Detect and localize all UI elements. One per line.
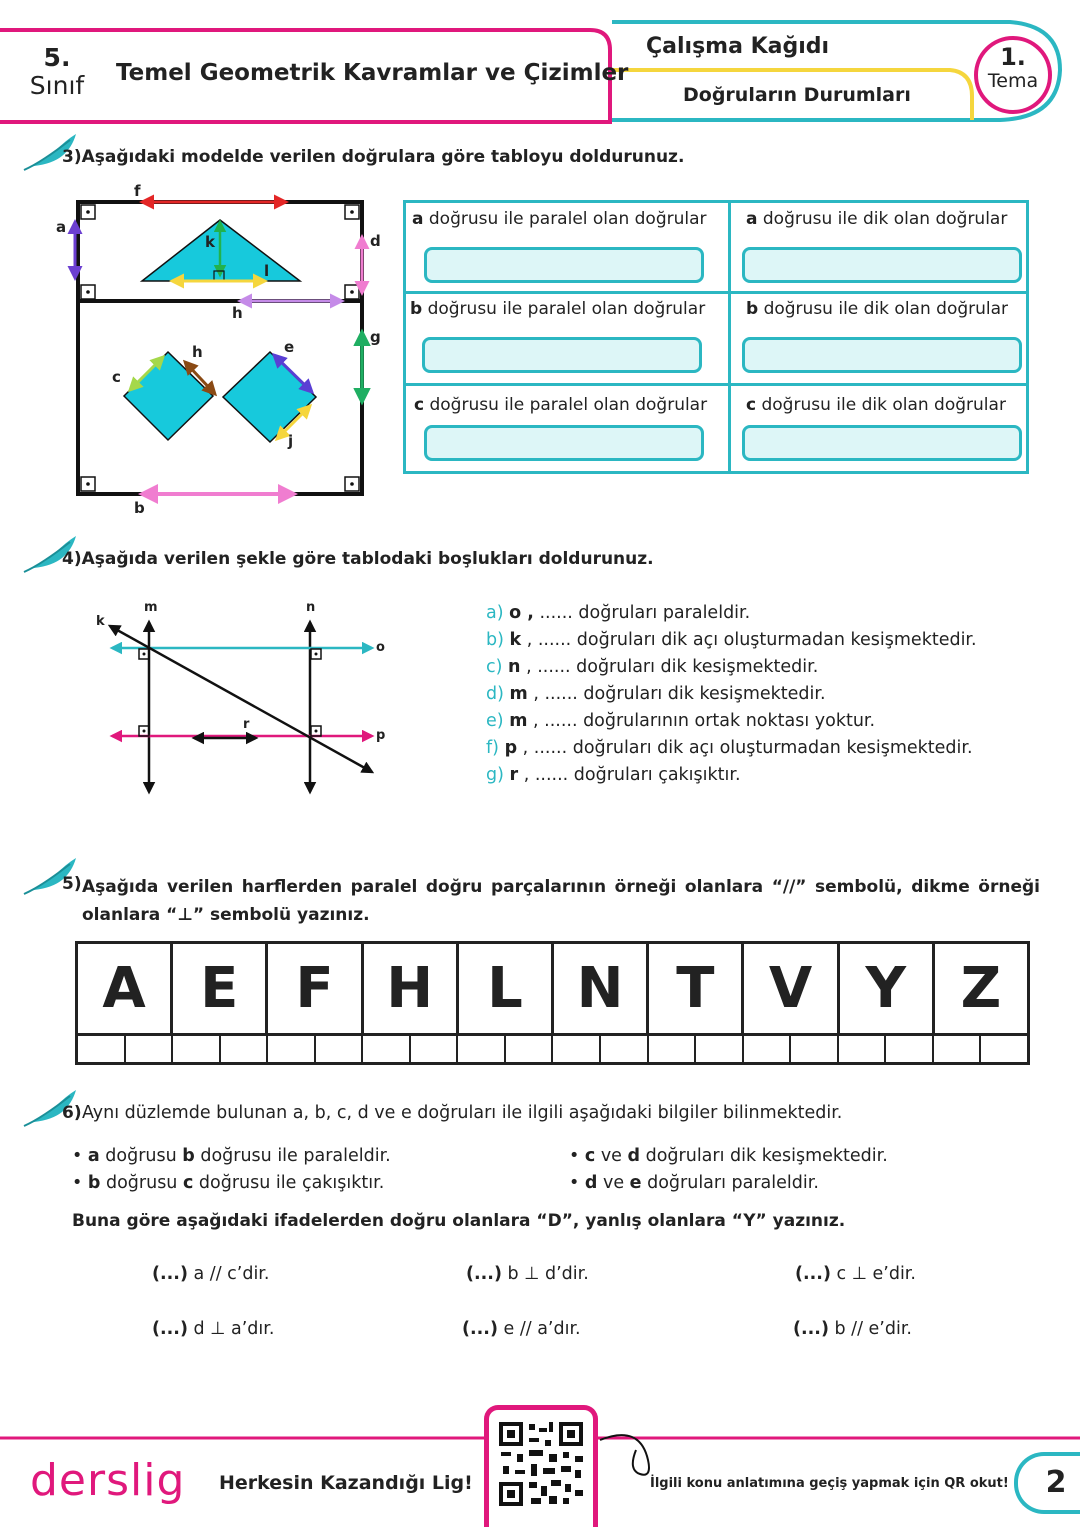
q3-label-g: g	[370, 328, 381, 346]
q3-table-header: b doğrusu ile paralel olan doğrular	[410, 299, 706, 319]
list-item: • d ve e doğruları paraleldir.	[569, 1173, 819, 1193]
derslig-logo[interactable]: derslig	[30, 1455, 186, 1506]
answer-cell[interactable]	[126, 1036, 174, 1062]
answer-cell[interactable]	[886, 1036, 934, 1062]
answer-cell[interactable]	[221, 1036, 269, 1062]
q3-answer-box[interactable]	[742, 337, 1022, 373]
statement[interactable]: (...) e // a’dır.	[462, 1319, 581, 1339]
letter-cell: Z	[960, 956, 1002, 1021]
page-number: 2	[1014, 1452, 1080, 1514]
grade-label: 5. Sınıf	[29, 43, 85, 100]
answer-cell[interactable]	[173, 1036, 221, 1062]
statement[interactable]: (...) b ⊥ d’dir.	[466, 1264, 589, 1284]
answer-cell[interactable]	[553, 1036, 601, 1062]
answer-cell[interactable]	[458, 1036, 506, 1062]
letter-cell: A	[78, 944, 173, 1033]
list-item: • b doğrusu c doğrusu ile çakışıktır.	[72, 1173, 385, 1193]
worksheet-label: Çalışma Kağıdı	[646, 34, 830, 59]
q4-lines-figure	[90, 592, 410, 807]
letter-cell: F	[268, 944, 363, 1033]
letter-cell: N	[554, 944, 649, 1033]
list-item: b) k , ...... doğruları dik açı oluşturmadan kesişmektedir.	[486, 630, 977, 650]
statement[interactable]: (...) b // e’dir.	[793, 1319, 912, 1339]
answer-cell[interactable]	[268, 1036, 316, 1062]
list-item: g) r , ...... doğruları çakışıktır.	[486, 765, 741, 785]
letter-cell: E	[173, 944, 268, 1033]
q3-label-c: c	[112, 368, 121, 386]
question-4-heading: 4)Aşağıda verilen şekle göre tablodaki boşlukları doldurunuz.	[62, 549, 654, 569]
q3-answer-box[interactable]	[742, 425, 1022, 461]
qr-code-icon	[489, 1410, 593, 1527]
answer-cell[interactable]	[791, 1036, 839, 1062]
q3-label-e: e	[284, 338, 295, 356]
letter-cell: Y	[840, 944, 935, 1033]
q3-label-f: f	[134, 182, 141, 200]
answer-cell[interactable]	[601, 1036, 649, 1062]
question-3-heading: 3)Aşağıdaki modelde verilen doğrulara göre tabloyu doldurunuz.	[62, 147, 685, 167]
q3-label-k: k	[205, 233, 215, 251]
answer-cell[interactable]	[316, 1036, 364, 1062]
page-title: Temel Geometrik Kavramlar ve Çizimler	[116, 60, 629, 86]
answer-cell[interactable]	[744, 1036, 792, 1062]
list-item: c) n , ...... doğruları dik kesişmektedir.	[486, 657, 819, 677]
q4-label-r: r	[243, 717, 250, 732]
answer-cell[interactable]	[981, 1036, 1027, 1062]
letters-table	[75, 941, 1030, 1065]
q3-answer-box[interactable]	[424, 425, 704, 461]
q3-table-header: a doğrusu ile paralel olan doğrular	[412, 209, 707, 229]
answer-cell[interactable]	[363, 1036, 411, 1062]
list-item: • c ve d doğruları dik kesişmektedir.	[569, 1146, 888, 1166]
statement[interactable]: (...) c ⊥ e’dir.	[795, 1264, 916, 1284]
q4-label-o: o	[376, 640, 385, 655]
qr-instruction: İlgili konu anlatımına geçiş yapmak için QR okut!	[650, 1476, 1009, 1491]
q3-table-header: c doğrusu ile dik olan doğrular	[746, 395, 1006, 415]
list-item: a) o , ...... doğruları paraleldir.	[486, 603, 751, 623]
q4-label-n: n	[306, 600, 316, 615]
q4-fill-list	[486, 600, 977, 789]
answer-cell[interactable]	[839, 1036, 887, 1062]
question-6-instruction: Buna göre aşağıdaki ifadelerden doğru olanlara “D”, yanlış olanlara “Y” yazınız.	[72, 1211, 846, 1231]
q3-label-l: l	[264, 262, 270, 280]
q4-label-k: k	[96, 614, 105, 629]
statement[interactable]: (...) d ⊥ a’dır.	[152, 1319, 275, 1339]
q4-label-m: m	[144, 600, 158, 615]
q3-table-header: b doğrusu ile dik olan doğrular	[746, 299, 1009, 319]
q3-label-a: a	[56, 218, 67, 236]
answer-cell[interactable]	[78, 1036, 126, 1062]
q3-geometry-figure	[50, 180, 390, 520]
q4-label-p: p	[376, 728, 386, 743]
list-item: d) m , ...... doğruları dik kesişmektedir.	[486, 684, 826, 704]
question-5-text: Aşağıda verilen harflerden paralel doğru parçalarının örneği olanlara “//” sembolü, dikme örneği olanlara “⊥” sembolü yazınız.	[82, 877, 1040, 925]
q3-answer-box[interactable]	[424, 247, 704, 283]
letter-cell: T	[649, 944, 744, 1033]
list-item: • a doğrusu b doğrusu ile paraleldir.	[72, 1146, 391, 1166]
q3-answer-box[interactable]	[742, 247, 1022, 283]
q3-answer-box[interactable]	[422, 337, 702, 373]
q3-label-b: b	[134, 499, 145, 517]
q3-answer-table	[403, 200, 1029, 474]
answer-cell[interactable]	[649, 1036, 697, 1062]
answer-cell[interactable]	[934, 1036, 982, 1062]
answer-cell[interactable]	[411, 1036, 459, 1062]
question-6-number: 6)	[62, 1103, 82, 1123]
q3-table-header: a doğrusu ile dik olan doğrular	[746, 209, 1008, 229]
letter-cell: V	[744, 944, 839, 1033]
statement[interactable]: (...) a // c’dir.	[152, 1264, 270, 1284]
footer-slogan: Herkesin Kazandığı Lig!	[219, 1472, 473, 1494]
qr-code-frame[interactable]	[484, 1405, 598, 1527]
q3-label-j: j	[288, 432, 294, 450]
letter-cell: L	[459, 944, 554, 1033]
q3-table-header: c doğrusu ile paralel olan doğrular	[414, 395, 708, 415]
question-6-intro: Aynı düzlemde bulunan a, b, c, d ve e doğruları ile ilgili aşağıdaki bilgiler bilinmektedir.	[82, 1103, 843, 1123]
tema-badge: 1. Tema	[974, 36, 1052, 114]
q3-label-h1: h	[232, 304, 243, 322]
list-item: e) m , ...... doğrularının ortak noktası yoktur.	[486, 711, 876, 731]
list-item: f) p , ...... doğruları dik açı oluşturmadan kesişmektedir.	[486, 738, 973, 758]
letter-cell: H	[364, 944, 459, 1033]
q3-label-d: d	[370, 232, 381, 250]
answer-cell[interactable]	[696, 1036, 744, 1062]
topic-subtitle: Doğruların Durumları	[683, 84, 911, 106]
answer-cell[interactable]	[506, 1036, 554, 1062]
question-5-number: 5)	[62, 874, 82, 894]
q3-label-h2: h	[192, 343, 203, 361]
